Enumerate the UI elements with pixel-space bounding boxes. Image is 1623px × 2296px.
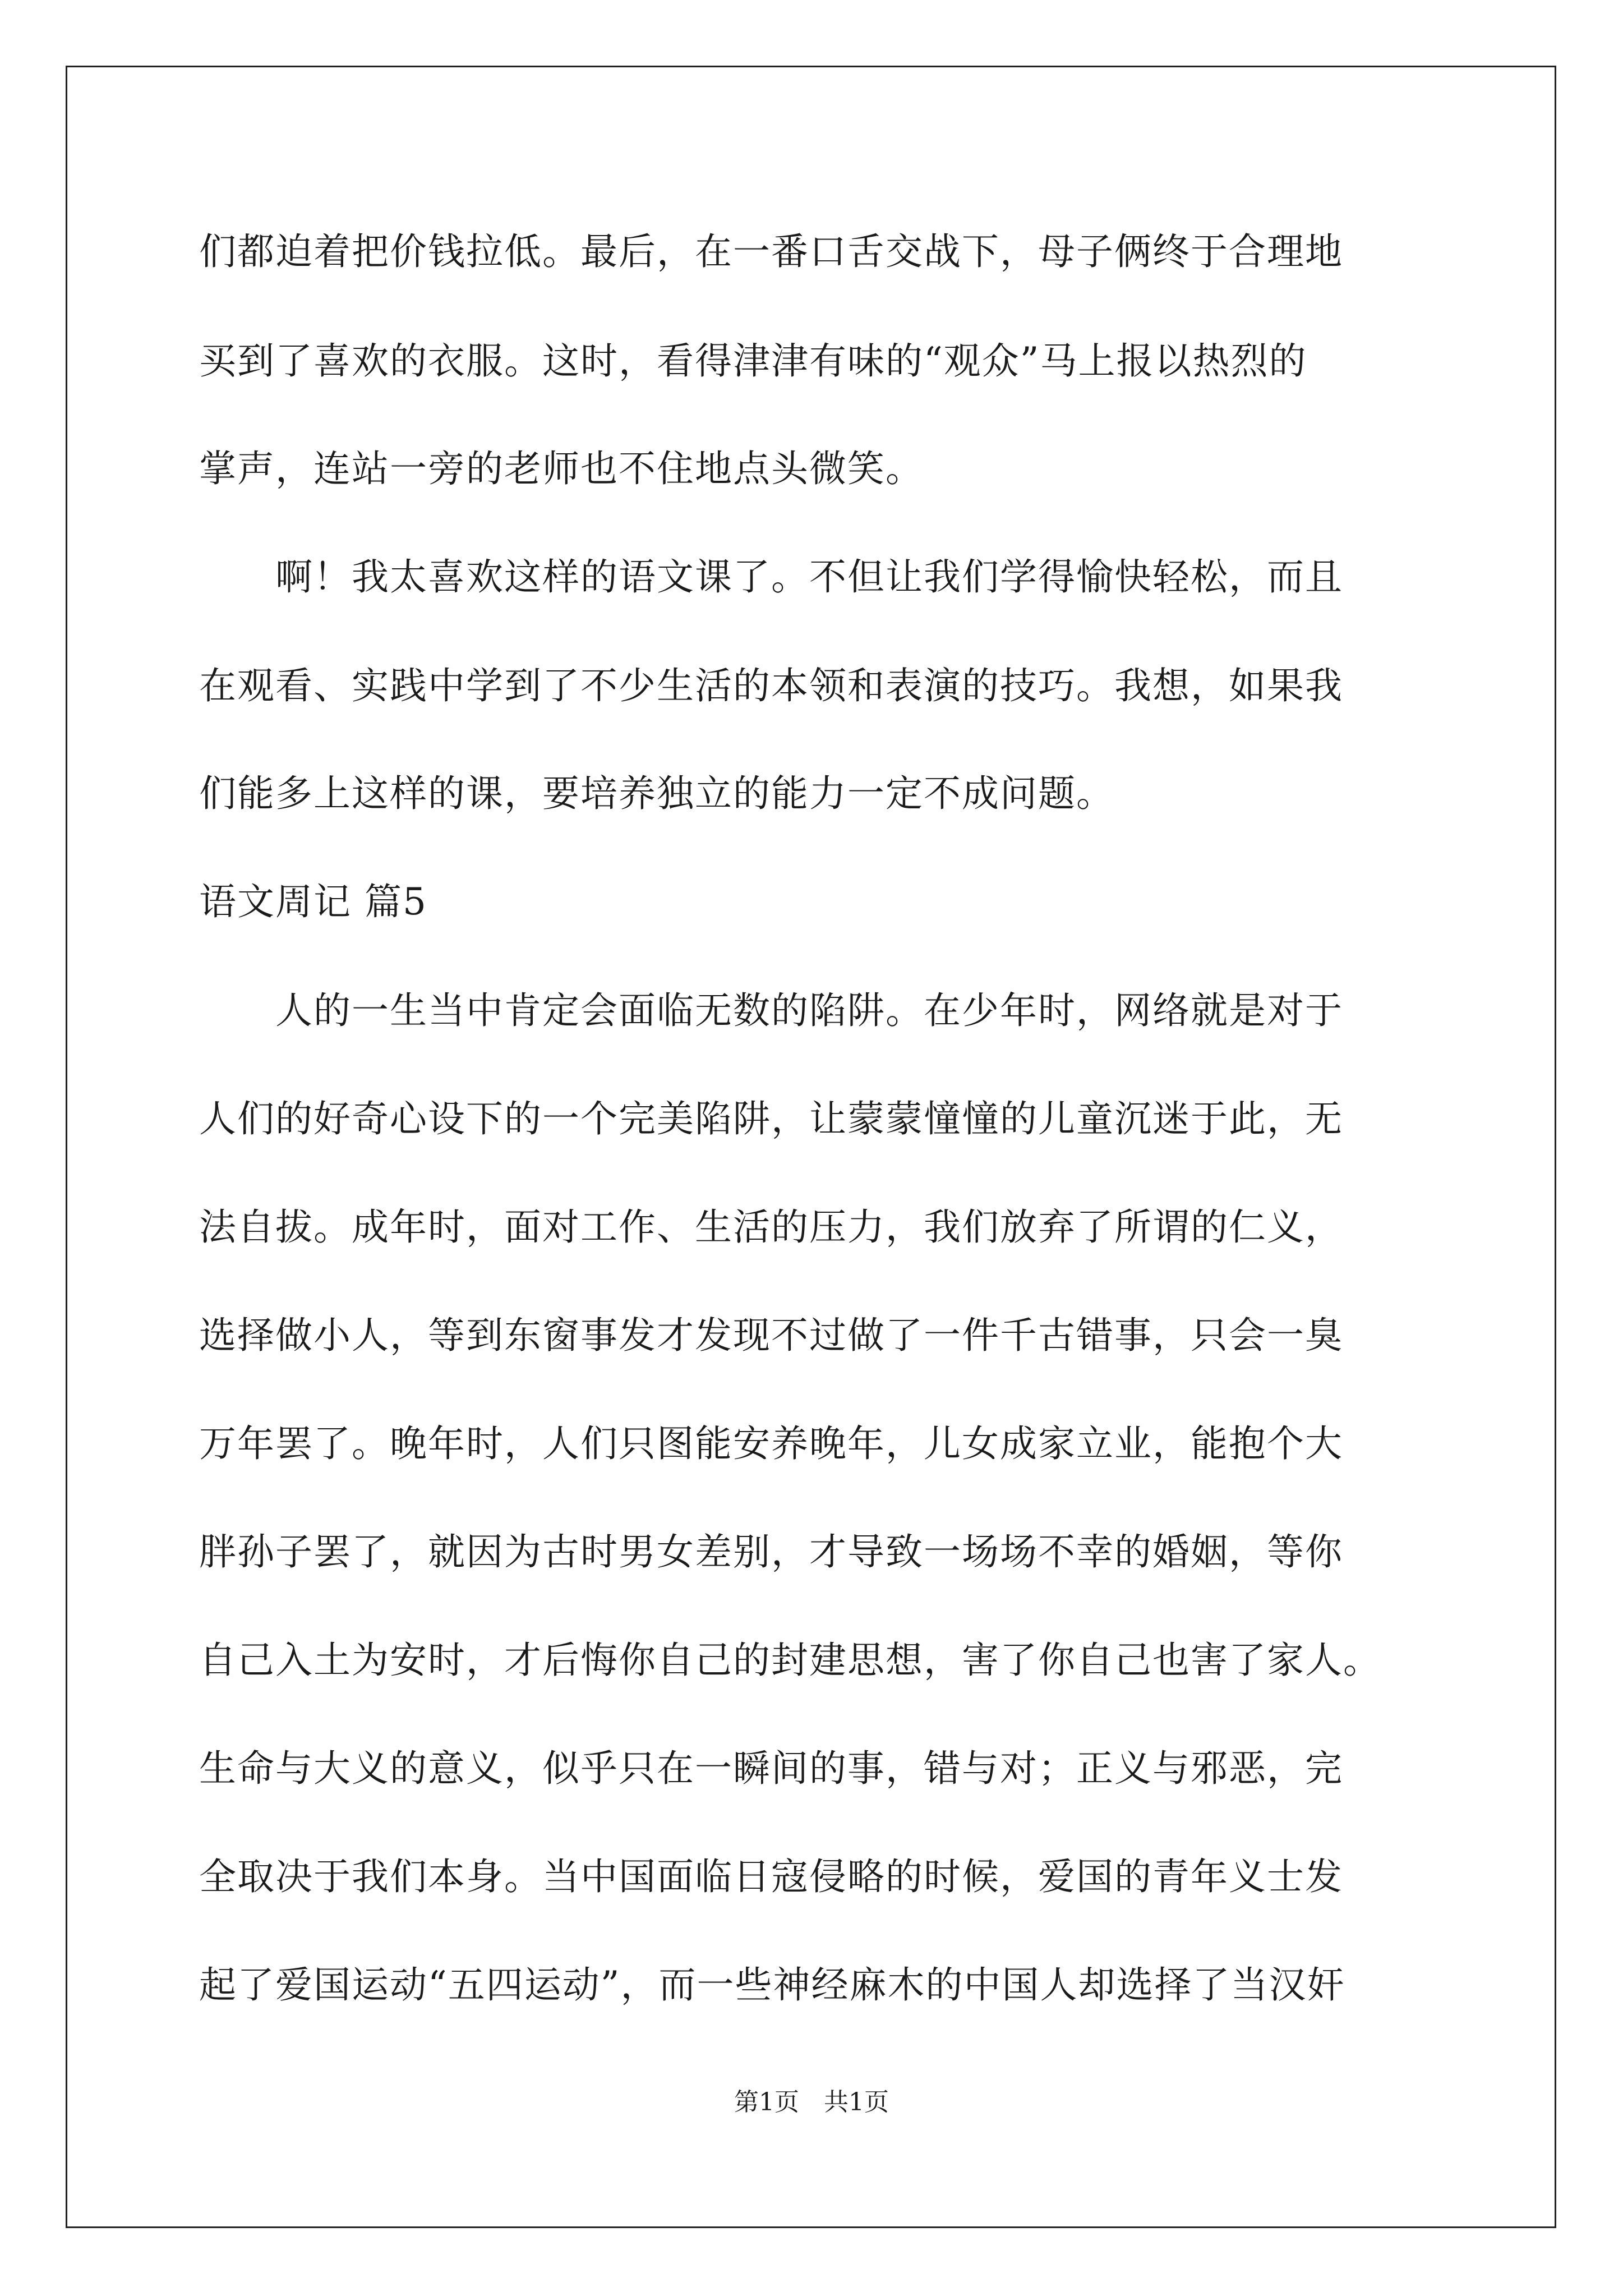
text-line: 人们的好奇心设下的一个完美陷阱，让蒙蒙憧憧的儿童沉迷于此，无 xyxy=(199,1097,1343,1140)
section-heading: 语文周记 篇5 xyxy=(199,880,427,923)
page-border xyxy=(66,66,1556,2228)
text-line: 全取决于我们本身。当中国面临日寇侵略的时候，爱国的青年义士发 xyxy=(199,1855,1343,1898)
page-footer: 第1页 共1页 xyxy=(734,2088,889,2116)
text-line: 胖孙子罢了，就因为古时男女差别，才导致一场场不幸的婚姻，等你 xyxy=(199,1530,1343,1573)
text-line: 选择做小人，等到东窗事发才发现不过做了一件千古错事，只会一臭 xyxy=(199,1314,1343,1357)
text-line: 自己入土为安时，才后悔你自己的封建思想，害了你自己也害了家人。 xyxy=(199,1639,1381,1682)
text-line: 们能多上这样的课，要培养独立的能力一定不成问题。 xyxy=(199,772,1114,815)
text-line: 法自拔。成年时，面对工作、生活的压力，我们放弃了所谓的仁义， xyxy=(199,1205,1343,1249)
text-line: 啊！我太喜欢这样的语文课了。不但让我们学得愉快轻松，而且 xyxy=(199,555,1343,599)
text-line: 起了爱国运动“五四运动”，而一些神经麻木的中国人却选择了当汉奸 xyxy=(199,1963,1345,2007)
text-line: 在观看、实践中学到了不少生活的本领和表演的技巧。我想，如果我 xyxy=(199,664,1343,707)
text-line: 掌声，连站一旁的老师也不住地点头微笑。 xyxy=(199,447,924,490)
text-line: 万年罢了。晚年时，人们只图能安养晚年，儿女成家立业，能抱个大 xyxy=(199,1422,1343,1465)
text-line: 生命与大义的意义，似乎只在一瞬间的事，错与对；正义与邪恶，完 xyxy=(199,1747,1343,1790)
text-line: 买到了喜欢的衣服。这时，看得津津有味的“观众”马上报以热烈的 xyxy=(199,339,1307,383)
text-line: 们都迫着把价钱拉低。最后，在一番口舌交战下，母子俩终于合理地 xyxy=(199,230,1343,273)
text-line: 人的一生当中肯定会面临无数的陷阱。在少年时，网络就是对于 xyxy=(199,989,1343,1032)
